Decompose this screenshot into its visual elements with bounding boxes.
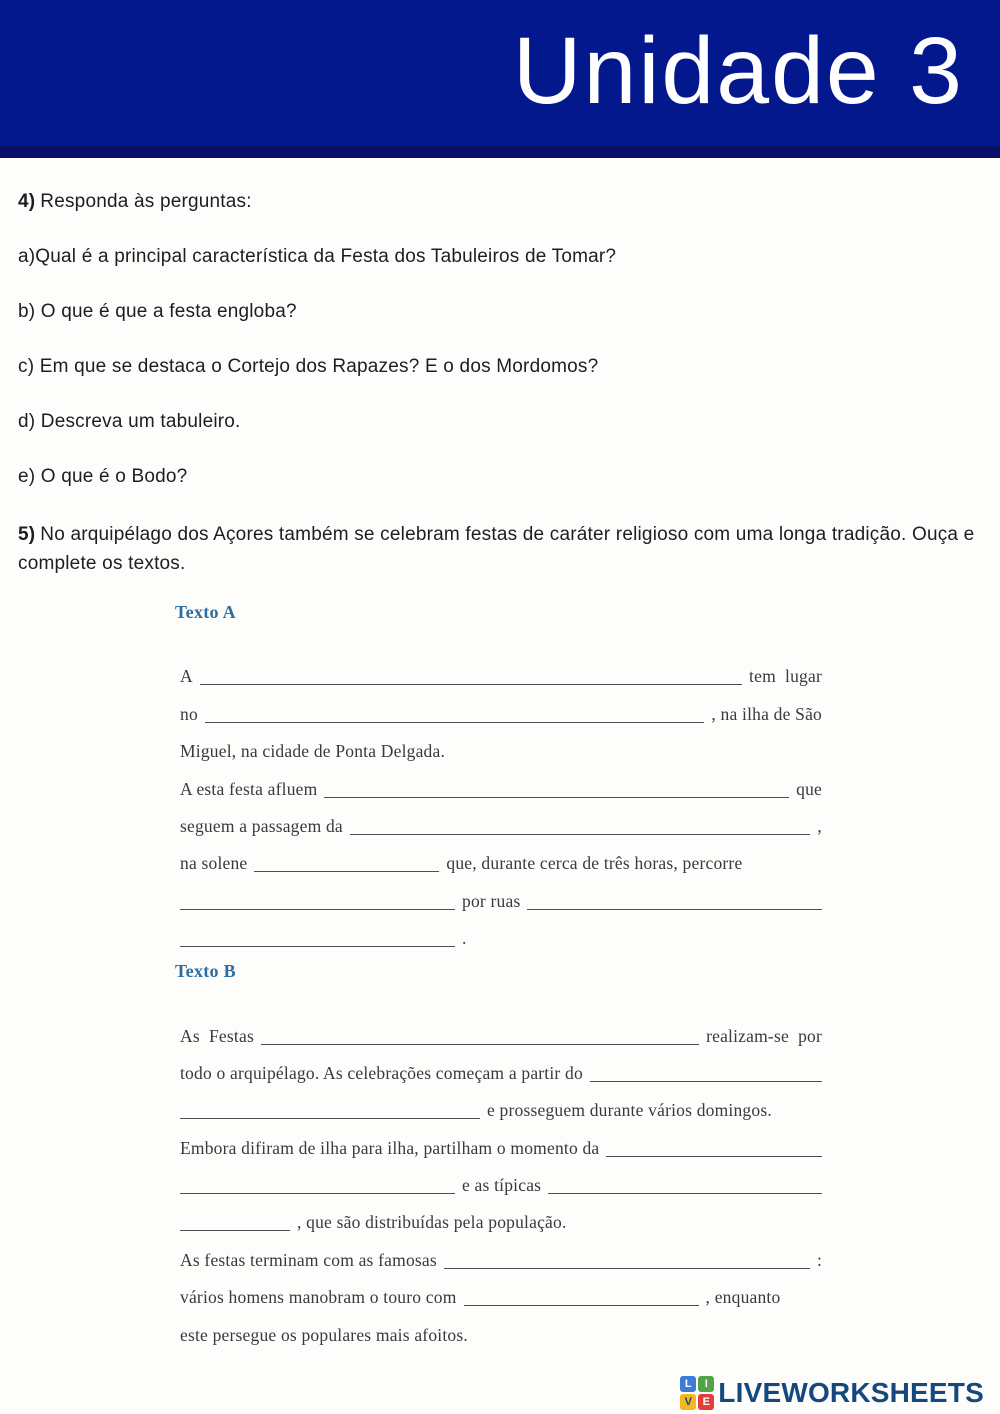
scan-text: no	[180, 703, 198, 724]
texto-a-lines	[180, 650, 822, 949]
blank-field[interactable]	[180, 909, 455, 910]
logo-tile-v-icon: V	[680, 1394, 696, 1410]
scan-line	[180, 912, 822, 949]
blank-field[interactable]	[200, 684, 742, 685]
scan-text: As Festas	[180, 1025, 254, 1046]
logo-tile-i-icon: I	[698, 1376, 714, 1392]
scan-text: Embora difiram de ilha para ilha, partilham o momento da	[180, 1137, 600, 1158]
blank-field[interactable]	[180, 1230, 290, 1231]
question-4-number: 4)	[18, 191, 36, 212]
scan-line	[180, 650, 822, 687]
blank-field[interactable]	[205, 722, 704, 723]
scan-text: que, durante cerca de três horas, percorre	[446, 853, 743, 874]
blank-field[interactable]	[261, 1044, 699, 1045]
texto-a-label: Texto A	[175, 602, 236, 622]
blank-field[interactable]	[590, 1081, 822, 1082]
scan-line	[180, 1233, 822, 1270]
scan-text: que	[796, 778, 822, 799]
question-4a: a)Qual é a principal característica da Festa dos Tabuleiros de Tomar?	[18, 246, 617, 267]
scan-text: A esta festa afluem	[180, 778, 318, 799]
blank-field[interactable]	[180, 1118, 480, 1119]
scan-line	[180, 837, 822, 874]
scan-line	[180, 800, 822, 837]
scan-line	[180, 1084, 822, 1121]
question-4-prompt: Responda às perguntas:	[40, 191, 252, 212]
scan-text: seguem a passagem da	[180, 815, 343, 836]
scan-line	[180, 1159, 822, 1196]
scan-text: Miguel, na cidade de Ponta Delgada.	[180, 741, 446, 762]
scan-line	[180, 1271, 822, 1308]
liveworksheets-logo[interactable]	[680, 1376, 984, 1410]
question-4e: e) O que é o Bodo?	[18, 466, 188, 487]
scan-line	[180, 762, 822, 799]
question-5	[18, 520, 978, 578]
question-4c: c) Em que se destaca o Cortejo dos Rapazes? E o dos Mordomos?	[18, 356, 599, 377]
scan-text: e as típicas	[462, 1175, 542, 1196]
blank-field[interactable]	[254, 871, 439, 872]
texto-b-label: Texto B	[175, 961, 236, 982]
scan-line	[180, 1121, 822, 1158]
texto-a-section	[175, 602, 978, 949]
unit-banner	[0, 0, 1000, 158]
blank-field[interactable]	[548, 1193, 822, 1194]
scan-text: , na ilha de São	[711, 703, 822, 724]
scan-text: , enquanto	[705, 1287, 781, 1308]
blank-field[interactable]	[350, 834, 811, 835]
blank-field[interactable]	[444, 1268, 810, 1269]
scan-text: vários homens manobram o touro com	[180, 1287, 457, 1308]
scan-text: tem lugar	[749, 666, 822, 687]
logo-text: LIVEWORKSHEETS	[718, 1377, 984, 1408]
scan-line	[180, 1047, 822, 1084]
blank-field[interactable]	[464, 1305, 699, 1306]
blank-field[interactable]	[180, 1193, 455, 1194]
blank-field[interactable]	[180, 946, 455, 947]
question-4-title	[18, 188, 978, 216]
texto-b-section	[175, 961, 978, 1346]
scan-text: , que são distribuídas pela população.	[297, 1212, 567, 1233]
blank-field[interactable]	[527, 909, 822, 910]
scan-text: todo o arquipélago. As celebrações começam a partir do	[180, 1062, 583, 1083]
scan-text: este persegue os populares mais afoitos.	[180, 1324, 468, 1345]
texto-b-lines	[180, 1009, 822, 1346]
scan-text: :	[816, 1249, 822, 1270]
question-5-number: 5)	[18, 524, 36, 545]
scan-text: e prosseguem durante vários domingos.	[487, 1100, 772, 1121]
logo-tile-e-icon: E	[698, 1394, 714, 1410]
blank-field[interactable]	[606, 1156, 822, 1157]
scan-text: na solene	[180, 853, 248, 874]
scan-line	[180, 1196, 822, 1233]
blank-field[interactable]	[324, 797, 789, 798]
scan-text: As festas terminam com as famosas	[180, 1249, 437, 1270]
scan-line	[180, 1308, 822, 1345]
scan-line	[180, 687, 822, 724]
unit-title: Unidade 3	[512, 17, 964, 124]
question-4b: b) O que é que a festa engloba?	[18, 301, 297, 322]
scan-line	[180, 725, 822, 762]
question-4	[18, 188, 978, 491]
question-5-prompt: No arquipélago dos Açores também se celebram festas de caráter religioso com uma longa tradição. Ouça e complete os textos.	[18, 524, 975, 574]
question-5-title	[18, 520, 976, 578]
scan-text: ,	[817, 815, 822, 836]
question-4d: d) Descreva um tabuleiro.	[18, 411, 241, 432]
scan-text: A	[180, 666, 193, 687]
scan-line	[180, 874, 822, 911]
logo-tile-l-icon: L	[680, 1376, 696, 1392]
scan-line	[180, 1009, 822, 1046]
scan-text: por ruas	[462, 890, 521, 911]
scan-text: .	[462, 928, 467, 949]
logo-tiles-icon	[680, 1376, 714, 1410]
worksheet-body	[0, 158, 1000, 1346]
scan-text: realizam-se por	[706, 1025, 822, 1046]
